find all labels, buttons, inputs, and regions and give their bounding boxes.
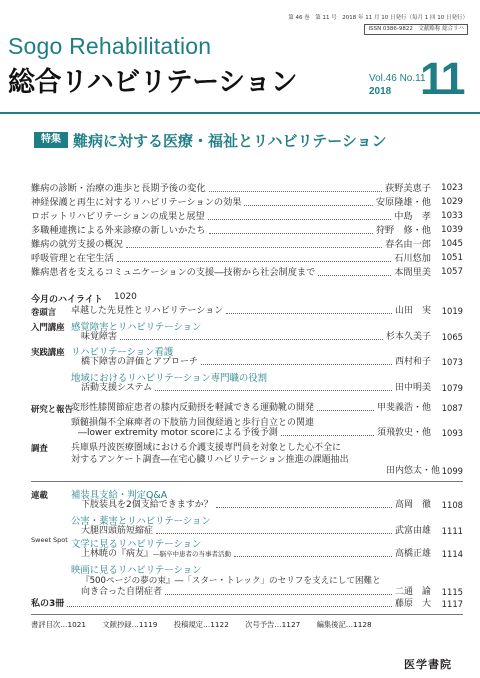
entry-title: 卓越した先見性とリハビリテーション	[71, 306, 224, 316]
publisher-logo: 医学書院	[404, 658, 452, 671]
toc-entry[interactable]	[81, 548, 463, 560]
highlight-page: 1020	[114, 292, 137, 302]
leader-dots	[117, 252, 392, 262]
entry-author: 須飛敦史・他	[376, 428, 431, 438]
article-page: 1051	[441, 253, 463, 263]
category-kenkyu: 研究と報告	[31, 404, 73, 414]
entry-author: 高橋正雄	[394, 549, 431, 559]
article-title: 難病の診断・治療の進歩と長期予後の変化	[31, 183, 206, 194]
category-chosa: 調査	[31, 443, 48, 453]
leader-dots	[317, 402, 374, 411]
entry-subtitle: ―脳卒中患者の当事者活動	[153, 550, 232, 558]
article-title: ロボットリハビリテーションの成果と展望	[31, 211, 205, 222]
year-label: 2018	[369, 86, 392, 97]
footer-item[interactable]: 次号予告…1127	[245, 620, 301, 629]
article-title: 多職種連携による外来診療の新しいかたち	[31, 225, 206, 236]
leader-dots	[281, 427, 374, 436]
journal-title-jp: 総合リハビリテーション	[8, 67, 298, 98]
entry-page: 1093	[441, 428, 463, 438]
footer-item[interactable]: 文献抄録…1119	[102, 620, 158, 629]
leader-dots	[318, 266, 391, 276]
feature-article[interactable]	[31, 196, 463, 209]
entry-author: 田内悠太・他	[386, 466, 441, 476]
article-page: 1029	[441, 197, 463, 207]
entry-author: 武富由雄	[394, 526, 431, 536]
series-title: リハビリテーション看護	[71, 347, 174, 358]
toc-entry[interactable]	[71, 402, 463, 414]
leader-dots	[67, 598, 392, 607]
entry-page: 1114	[441, 549, 463, 559]
category-watashi: 私の3冊	[31, 599, 65, 609]
article-author: 中島 孝	[394, 211, 431, 222]
entry-title: 味覚障害	[81, 332, 118, 342]
entry-author: 甲斐義浩・他	[376, 403, 431, 413]
series-title: 公害・薬害とリハビリテーション	[71, 516, 211, 527]
entry-page: 1108	[441, 500, 463, 510]
entry-page: 1073	[441, 357, 463, 367]
toc-entry[interactable]	[78, 427, 463, 439]
entry-title-line[interactable]: 対するアンケート調査―在宅心臓リハビリテーション推進の課題抽出	[71, 455, 349, 465]
article-page: 1023	[441, 183, 463, 193]
article-author: 石川悠加	[394, 253, 431, 264]
toc-entry[interactable]	[71, 305, 463, 317]
leader-dots	[209, 182, 383, 192]
series-title: 感覚障害とリハビリテーション	[71, 322, 202, 333]
toc-entry[interactable]	[81, 331, 463, 343]
entry-page: 1099	[441, 466, 463, 476]
article-title: 難病患者を支えるコミュニケーションの支援―技術から社会制度まで	[31, 267, 316, 278]
article-author: 狩野 修・他	[375, 225, 431, 236]
journal-title-en: Sogo Rehabilitation	[8, 33, 212, 59]
entry-page: 1019	[441, 306, 463, 316]
article-title: 難病の就労支援の概況	[31, 239, 123, 250]
entry-page: 1065	[441, 332, 463, 342]
entry-title: 変形性膝関節症患者の膝内反動摂を軽減できる運動靴の開発	[71, 403, 315, 413]
volume-label: Vol.46 No.11	[369, 73, 426, 84]
entry-title: 大腿四頭筋短縮症	[81, 526, 154, 536]
highlight-label: 今月のハイライト	[31, 295, 103, 305]
entry-page: 1117	[441, 599, 463, 609]
entry-author: 二通 諭	[394, 587, 431, 597]
feature-article[interactable]	[31, 182, 463, 195]
leader-dots	[201, 356, 392, 365]
leader-dots	[234, 548, 392, 557]
leader-dots	[244, 196, 372, 206]
leader-dots	[209, 224, 373, 234]
feature-article[interactable]	[31, 224, 463, 237]
category-sweetspot: Sweet Spot	[31, 536, 68, 544]
misc-contents	[31, 620, 386, 630]
toc-entry[interactable]	[81, 382, 463, 394]
section-divider	[31, 481, 463, 482]
series-title: 映画に見るリハビリテーション	[71, 565, 202, 576]
category-nyumon: 入門講座	[31, 322, 65, 332]
entry-title-line[interactable]: 頸髄損傷不全麻痺者の下肢筋力回復経過と歩行自立との関連	[71, 418, 315, 428]
feature-article[interactable]	[31, 238, 463, 251]
article-page: 1057	[441, 267, 463, 277]
entry-page: 1079	[441, 383, 463, 393]
leader-dots	[208, 210, 392, 220]
leader-dots	[216, 499, 392, 508]
article-author: 本間里美	[394, 267, 431, 278]
leader-dots	[165, 586, 392, 595]
leader-dots	[155, 382, 392, 391]
feature-article[interactable]	[31, 252, 463, 265]
entry-title-line[interactable]: 兵庫県丹波医療圏域における介護支援専門員を対象とした心不全に	[71, 443, 342, 453]
entry-title: 橋下障害の評価とアプローチ	[81, 357, 199, 367]
series-title: 補装具支給・判定Q&A	[71, 490, 168, 501]
feature-article[interactable]	[31, 210, 463, 223]
toc-entry[interactable]	[380, 465, 463, 477]
feature-article[interactable]	[31, 266, 463, 279]
toc-entry[interactable]	[81, 356, 463, 368]
category-jissen: 実践講座	[31, 347, 65, 357]
toc-entry[interactable]	[31, 598, 463, 610]
entry-page: 1111	[441, 526, 463, 536]
article-page: 1039	[441, 225, 463, 235]
issn-line: ISSN 0386-9822 文献略称 総合リハ	[364, 24, 468, 35]
entry-title	[81, 548, 231, 560]
issue-number: 11	[420, 53, 464, 104]
entry-author: 杉本久美子	[385, 332, 431, 342]
article-author: 春名由一郎	[385, 239, 431, 250]
entry-author: 西村和子	[394, 357, 431, 367]
entry-title-line[interactable]: 『500ページの夢の束』―「スター・トレック」のセリフを支えにして困難と	[81, 576, 381, 586]
publisher-info	[288, 14, 468, 35]
article-title: 神経保護と再生に対するリハビリテーションの効果	[31, 197, 242, 208]
entry-author: 田中明美	[394, 383, 431, 393]
leader-dots	[156, 525, 392, 534]
article-author: 荻野美恵子	[385, 183, 431, 194]
article-author: 安原隆雄・他	[375, 197, 431, 208]
entry-title: 向き合った自閉症者	[81, 587, 163, 597]
footer-item[interactable]: 投稿規定…1122	[173, 620, 229, 629]
leader-dots	[120, 331, 383, 340]
article-page: 1033	[441, 211, 463, 221]
article-page: 1045	[441, 239, 463, 249]
article-title: 呼吸管理と在宅生活	[31, 253, 114, 264]
footer-item[interactable]: 編集後記…1128	[316, 620, 372, 629]
footer-item[interactable]: 書評目次…1021	[31, 620, 87, 629]
series-title: 文学に見るリハビリテーション	[71, 539, 202, 550]
entry-title: 活動支援システム	[81, 383, 153, 393]
entry-page: 1087	[441, 403, 463, 413]
entry-page: 1115	[441, 587, 463, 597]
category-rensai: 連載	[31, 490, 48, 500]
entry-title: 下肢装具を2個支給できますか？	[81, 500, 213, 510]
issue-date-line: 第 46 巻 第 11 号 2018 年 11 月 10 日発行（毎月 1 回 10 日発行）	[288, 15, 468, 21]
toc-entry[interactable]	[81, 586, 463, 598]
series-title: 地域におけるリハビリテーション専門職の役割	[71, 373, 268, 384]
section-divider	[31, 614, 463, 615]
entry-author: 高岡 徹	[394, 500, 431, 510]
entry-subtitle: ―lower extremity motor scoreによる予後予測	[78, 428, 278, 438]
masthead-rule	[0, 112, 480, 114]
category-kantogen: 巻頭言	[31, 307, 57, 317]
leader-dots	[126, 238, 382, 248]
entry-title-main: 上林暁の『病友』	[81, 549, 154, 559]
leader-dots	[226, 305, 392, 314]
feature-title: 難病に対する医療・福祉とリハビリテーション	[73, 132, 387, 150]
feature-label-badge: 特集	[34, 132, 68, 148]
entry-author: 藤原 大	[394, 599, 431, 609]
toc-entry[interactable]	[81, 499, 463, 511]
entry-author: 山田 実	[394, 306, 431, 316]
